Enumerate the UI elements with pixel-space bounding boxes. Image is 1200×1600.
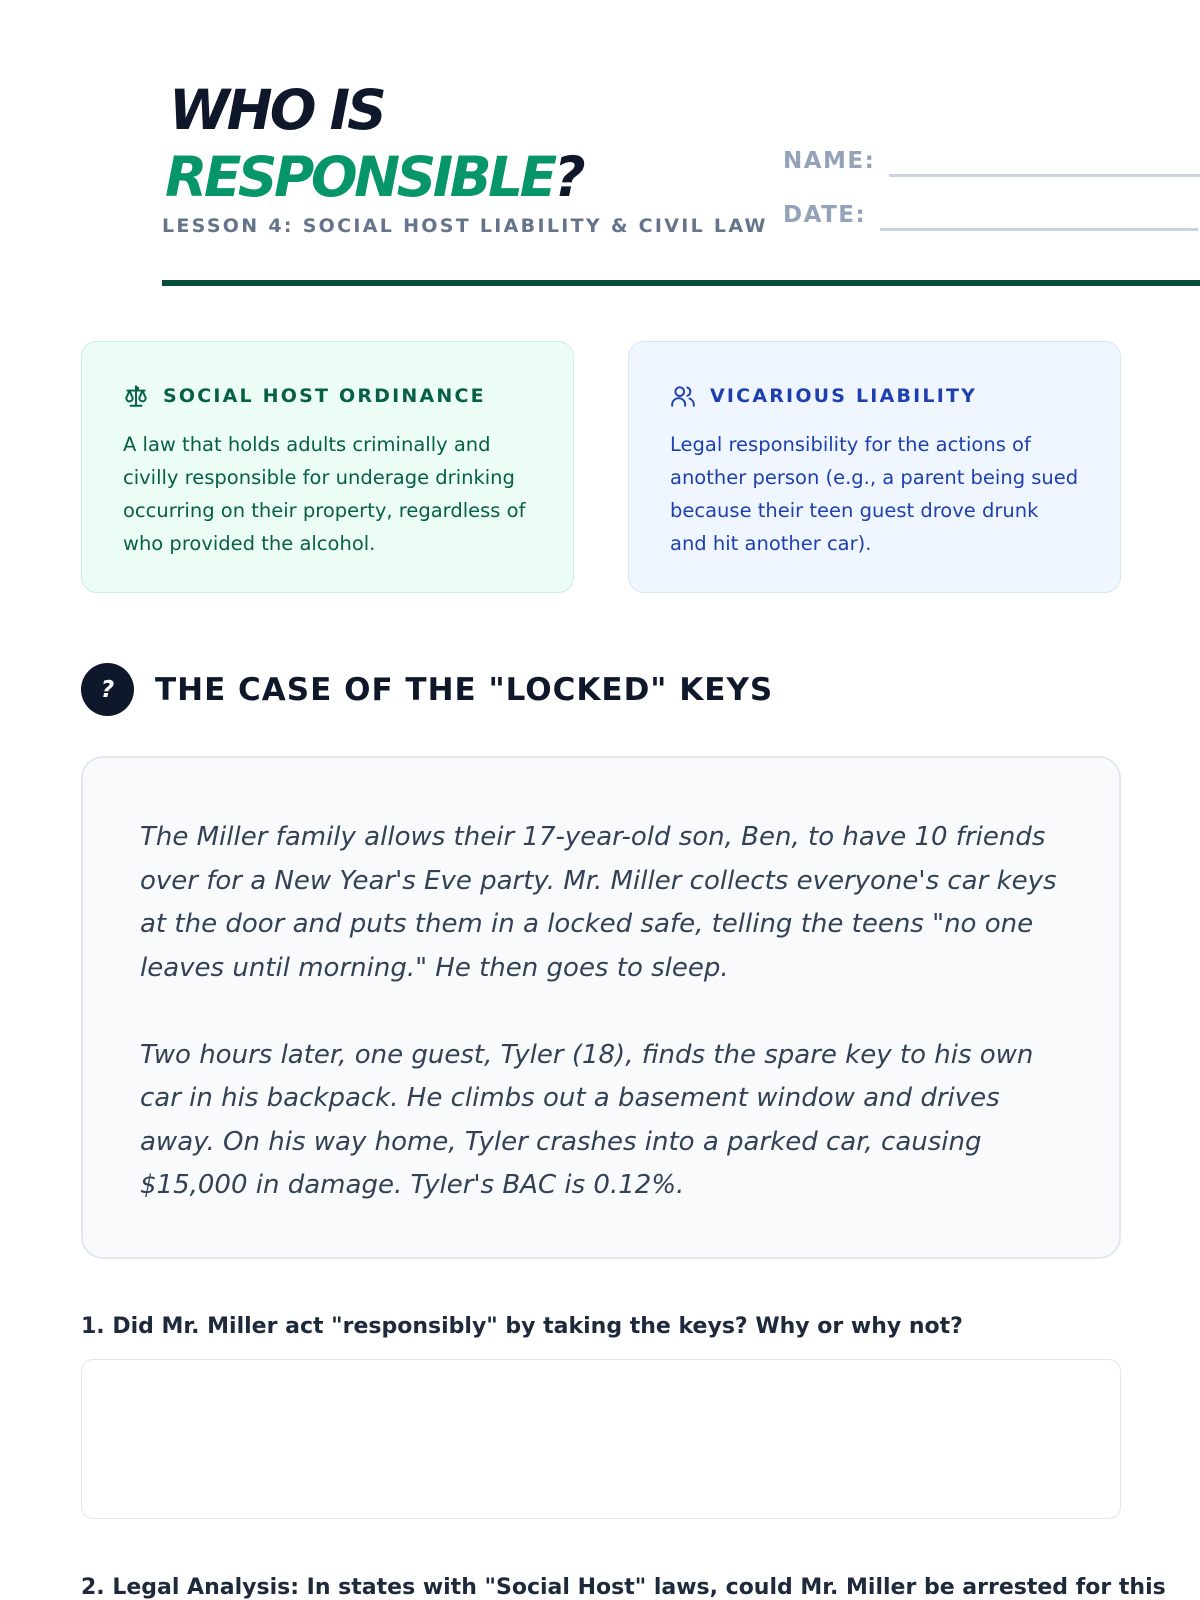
name-label: NAME: [783,148,876,174]
card-header [123,382,533,410]
case-title: THE CASE OF THE "LOCKED" KEYS [155,671,774,708]
card-definition: A law that holds adults criminally and civilly responsible for underage drinking occurring on their property, regardless of who provided the alcohol. [123,433,526,555]
lesson-subtitle: LESSON 4: SOCIAL HOST LIABILITY & CIVIL LAW [162,215,768,237]
card-definition: Legal responsibility for the actions of another person (e.g., a parent being sued because their teen guest drove drunk and hit another car). [670,433,1079,555]
title-question-mark: ? [553,145,583,209]
name-write-line[interactable] [889,174,1200,177]
question-1: 1. Did Mr. Miller act "responsibly" by taking the keys? Why or why not? [81,1314,963,1339]
scale-icon [123,383,149,409]
title-line-1: WHO IS [169,78,384,142]
definition-card-social-host [81,341,574,593]
worksheet-header [81,0,1119,290]
title-responsible: RESPONSIBLE [165,145,554,209]
name-field [783,150,1200,173]
title-line-2 [165,147,582,208]
date-label: DATE: [783,202,867,228]
date-field [783,204,1198,227]
case-paragraph: The Miller family allows their 17-year-old son, Ben, to have 10 friends over for a New Year's Eve party. Mr. Miller collects everyone's car keys at the door and puts them in a locked safe, telling the teens "no one leaves until morning." He then goes to sleep. [140,822,1057,983]
card-title: SOCIAL HOST ORDINANCE [163,385,486,407]
answer-box-1[interactable] [81,1359,1121,1519]
card-header [670,382,1080,410]
date-write-line[interactable] [880,228,1198,231]
definition-card-vicarious-liability [628,341,1121,593]
users-icon [670,383,696,409]
header-divider [162,280,1200,286]
question-badge-icon: ? [81,663,134,716]
case-heading [81,663,773,716]
card-title: VICARIOUS LIABILITY [710,385,978,407]
definition-cards [81,341,1121,593]
case-scenario-box [81,756,1121,1259]
case-paragraph: Two hours later, one guest, Tyler (18), finds the spare key to his own car in his backpack. He climbs out a basement window and drives away. On his way home, Tyler crashes into a parked car, causing $15,000 in damage. Tyler's BAC is 0.12%. [140,1039,1034,1200]
question-2: 2. Legal Analysis: In states with "Social Host" laws, could Mr. Miller be arrested for this [81,1575,1166,1600]
